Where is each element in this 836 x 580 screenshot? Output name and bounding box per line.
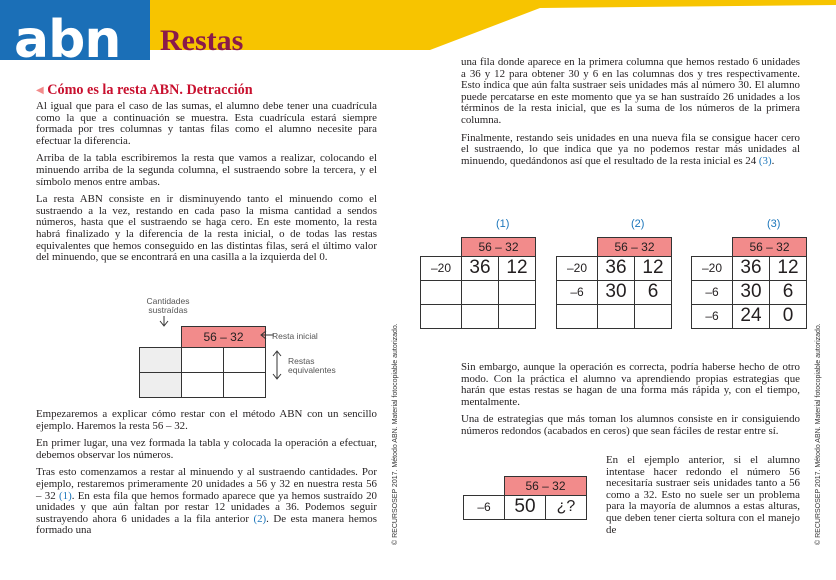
- label-cantidades: Cantidades sustraídas: [146, 296, 190, 315]
- table-label: (2): [631, 218, 645, 230]
- abn-table-2: 56 – 32 –20 36 12 –6 30 6: [556, 237, 672, 329]
- double-arrow-icon: [272, 350, 282, 380]
- abn-table-3: 56 – 32 –20 36 12 –6 30 6 –6 24 0: [691, 237, 807, 329]
- paragraph: La resta ABN consiste en ir disminuyendo tanto el minuendo como el sustraendo a la vez, restando en cada paso la misma cantidad a sendos números, hasta que el sustraendo se haga cero. En este momento, la resta habrá finalizado y la diferencia de la resta inicial, o de todas las restas equivalentes que hemos conseguido en las distintas filas, será el último valor del minuendo, que se encontrará en una casilla a la izquierda del 0.: [36, 193, 377, 264]
- copyright-vertical-left: © RECURSOSEP 2017. Método ABN. Material fotocopiable autorizado.: [392, 323, 399, 545]
- abn-table-4: 56 – 32 –6 50 ¿?: [463, 476, 587, 520]
- paragraph: Tras esto comenzamos a restar al minuendo y al sustraendo cantidades. Por ejemplo, restaremos primeramente 20 unidades a 56 y 32 en nuestra resta 56 – 32 (1). En esta fila que hemos formado aparece que ya hemos sustraído 20 unidades y que aún faltan por restar 12 unidades a 36. Podemos seguir sustrayendo ahora 6 unidades a la fila anterior (2). De esta manera hemos formado una: [36, 466, 377, 537]
- abn-table-1: 56 – 32 –20 36 12: [420, 237, 536, 329]
- abn-logo: abn: [14, 10, 121, 70]
- right-column: [461, 57, 800, 173]
- header-banner: [0, 0, 836, 60]
- right-column-middle: [461, 362, 800, 444]
- section-title: ◀ Cómo es la resta ABN. Detracción: [36, 82, 253, 98]
- copyright-vertical-right: © RECURSOSEP 2017. Método ABN. Material fotocopiable autorizado.: [815, 323, 822, 545]
- paragraph: Una de estrategias que más toman los alumnos consiste en ir consiguiendo números redondos (acabados en ceros) que sean fáciles de restar entre sí.: [461, 413, 800, 437]
- paragraph: Al igual que para el caso de las sumas, el alumno debe tener una cuadrícula como la que a continuación se muestra. Esta cuadrícula estará siempre formada por tres columnas y tantas filas como el alumno necesite para efectuar la diferencia.: [36, 100, 377, 147]
- table-label: (3): [767, 218, 781, 230]
- paragraph: Finalmente, restando seis unidades en una nueva fila se consigue hacer cero el sustraendo, lo que indica que ya no podemos restar más unidades al minuendo, quedándonos así que el resultado de la resta inicial es 24 (3).: [461, 131, 800, 167]
- table-label: (1): [496, 218, 510, 230]
- paragraph: En primer lugar, una vez formada la tabla y colocada la operación a efectuar, debemos observar los números.: [36, 437, 377, 461]
- paragraph: Arriba de la tabla escribiremos la resta que vamos a realizar, colocando el minuendo arriba de la segunda columna, el sustraendo sobre la tercera, y el símbolo menos entre ambas.: [36, 152, 377, 188]
- paragraph: una fila donde aparece en la primera columna que hemos restado 6 unidades a 36 y 12 para obtener 30 y 6 en las columnas dos y tres respectivamente. Esto indica que aún falta sustraer seis unidades más al número 30. El alumno puede percatarse en este momento que ya se han sustraído 26 unidades a los términos de la resta inicial, que es la suma de los números de la primera columna.: [461, 56, 800, 126]
- paragraph: Sin embargo, aunque la operación es correcta, podría haberse hecho de otro modo. Con la práctica el alumno va aprendiendo propias estrategias que harán que estas restas se hagan de una forma más rápida y, con el tiempo, mentalmente.: [461, 361, 800, 408]
- page-title: Restas: [160, 24, 244, 57]
- label-resta-inicial: Resta inicial: [272, 331, 318, 341]
- left-column-bottom: [36, 409, 377, 543]
- paragraph: En el ejemplo anterior, si el alumno intentase hacer redondo el número 56 necesitaría sustraer seis unidades tanto a 56 como a 32. Esto no suele ser un problema para la mayoría de alumnos a estas alturas, que deben tener cierta soltura con el manejo de: [606, 454, 800, 536]
- bullet-icon: ◀: [36, 85, 44, 96]
- example-grid: [139, 326, 266, 398]
- paragraph: Empezaremos a explicar cómo restar con el método ABN con un sencillo ejemplo. Haremos la resta 56 – 32.: [36, 408, 377, 432]
- left-column: [36, 101, 377, 270]
- right-column-bottom: [606, 455, 800, 542]
- label-restas-equivalentes: Restas equivalentes: [288, 356, 336, 375]
- grid-header: 56 – 32: [182, 327, 266, 348]
